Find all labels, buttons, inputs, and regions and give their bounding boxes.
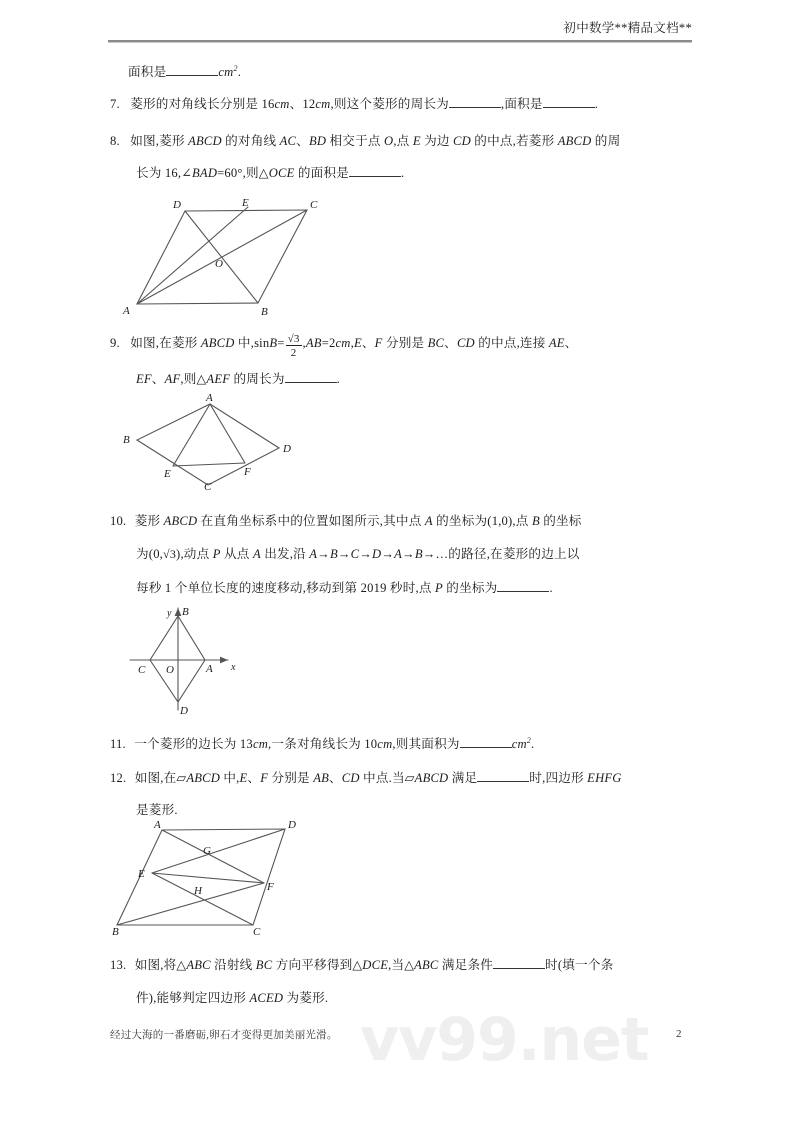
figure-question-12 — [112, 818, 307, 936]
answer-blank[interactable] — [285, 382, 337, 383]
question-7: 7. 菱形的对角线长分别是 16cm、12cm,则这个菱形的周长为 ,面积是 . — [110, 97, 599, 111]
question-12-line-1: 12. 如图,在▱ABCD 中,E、F 分别是 AB、CD 中点.当▱ABCD 满足 时,四边形 EHFG — [110, 771, 622, 785]
figure-axis-label-y: y — [167, 608, 172, 619]
answer-blank[interactable] — [497, 591, 549, 592]
y-axis-arrow — [175, 608, 182, 616]
figure-label-A: A — [206, 392, 213, 404]
question-9-line-1: 9. 如图,在菱形 ABCD 中,sinB= $\frac{√3}{2}$ ,AB=2cm,E、F 分别是 BC、CD 的中点,连接 AE、 — [110, 333, 578, 359]
answer-blank[interactable] — [449, 107, 501, 108]
figure-question-9 — [118, 390, 303, 490]
page-number: 2 — [676, 1028, 682, 1040]
question-8-line-1: 8. 如图,菱形 ABCD 的对角线 AC、BD 相交于点 O,点 E 为边 CD 的中点,若菱形 ABCD 的周 — [110, 134, 621, 148]
x-axis-arrow — [220, 657, 228, 664]
figure-label-D: D — [173, 199, 181, 211]
answer-blank[interactable] — [493, 968, 545, 969]
figure-label-E: E — [138, 868, 145, 880]
question-10-line-2: 为(0,√3),动点 P 从点 A 出发,沿 A→B→C→D→A→B→…的路径,在菱形的边上以 — [136, 547, 580, 561]
question-10-line-3: 每秒 1 个单位长度的速度移动,移动到第 2019 秒时,点 P 的坐标为 . — [136, 581, 553, 595]
figure-label-B: B — [261, 306, 268, 316]
figure-question-10 — [120, 598, 250, 718]
figure-label-G: G — [203, 845, 211, 857]
question-11: 11. 一个菱形的边长为 13cm,一条对角线长为 10cm,则其面积为 $cm^2$. — [110, 736, 535, 752]
question-9-line-2: EF、AF,则△AEF 的周长为 . — [136, 372, 340, 386]
figure-label-O: O — [166, 664, 174, 676]
header-divider — [108, 40, 692, 42]
footer-quote: 经过大海的一番磨砺,卵石才变得更加美丽光滑。 — [110, 1030, 338, 1041]
figure-label-A: A — [154, 819, 161, 831]
figure-label-F: F — [267, 881, 274, 893]
watermark: vv99.net — [360, 1005, 649, 1075]
figure-label-A: A — [123, 305, 130, 316]
answer-blank[interactable] — [460, 747, 512, 748]
figure-axis-label-x: x — [231, 662, 236, 673]
answer-blank[interactable] — [477, 781, 529, 782]
figure-label-C: C — [253, 926, 261, 936]
figure-label-D: D — [180, 705, 188, 717]
answer-blank[interactable] — [543, 107, 595, 108]
figure-label-C: C — [138, 664, 146, 676]
continuation-line: 面积是 $cm^2$. — [128, 64, 242, 80]
figure-label-D: D — [283, 443, 291, 455]
question-12-line-2: 是菱形. — [136, 803, 178, 817]
question-10-line-1: 10. 菱形 ABCD 在直角坐标系中的位置如图所示,其中点 A 的坐标为(1,0),点 B 的坐标 — [110, 514, 582, 528]
figure-label-D: D — [288, 819, 296, 831]
answer-blank[interactable] — [349, 176, 401, 177]
fraction-sin-b: $\frac{√3}{2}$ — [287, 333, 300, 359]
figure-label-B: B — [123, 434, 130, 446]
figure-label-F: F — [244, 466, 251, 478]
question-8-line-2: 长为 16,∠BAD=60°,则△OCE 的面积是 . — [136, 166, 405, 180]
figure-label-A: A — [206, 663, 213, 675]
page-header: 初中数学**精品文档** — [563, 21, 692, 35]
figure-label-O: O — [215, 258, 223, 270]
figure-label-C: C — [310, 199, 318, 211]
figure-label-E: E — [164, 468, 171, 480]
question-13-line-2: 件),能够判定四边形 ACED 为菱形. — [136, 991, 329, 1005]
figure-label-C: C — [204, 481, 212, 490]
question-13-line-1: 13. 如图,将△ABC 沿射线 BC 方向平移得到△DCE,当△ABC 满足条件 时(填一个条 — [110, 958, 614, 972]
figure-label-E: E — [242, 197, 249, 209]
figure-label-H: H — [194, 885, 202, 897]
figure-question-8 — [118, 196, 328, 316]
sqrt-3: √3 — [163, 547, 177, 561]
answer-blank[interactable] — [166, 75, 218, 76]
figure-label-B: B — [112, 926, 119, 936]
figure-label-B: B — [182, 606, 189, 618]
